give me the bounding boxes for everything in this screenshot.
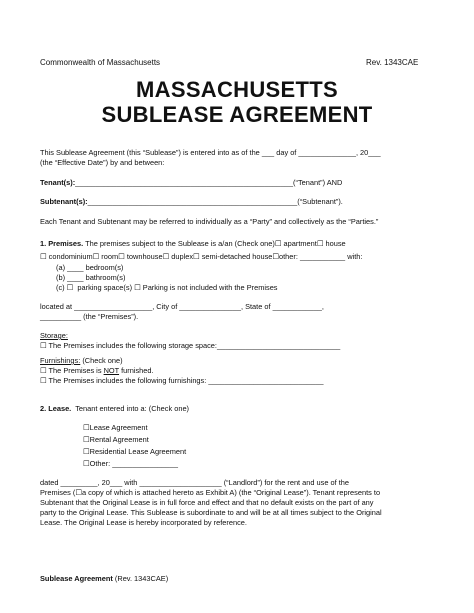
header-left: Commonwealth of Massachusetts — [40, 58, 161, 67]
storage-line: ☐ The Premises includes the following storage space:______________________________ — [40, 341, 341, 350]
title-line-1: MASSACHUSETTS — [136, 77, 338, 102]
furnishings-not-furnished — [40, 367, 154, 374]
header-revision: Rev. 1343CAE — [366, 58, 419, 67]
subtenant-label: Subtenant(s): — [40, 197, 88, 206]
furnishings-check-one: (Check one) — [80, 356, 123, 365]
premises-location-line-2: __________ (the “Premises”). — [40, 312, 139, 321]
subtenant-blank: ___________________________________________________(“Subtenant”). — [87, 197, 343, 206]
tenant-blank: _____________________________________________________(“Tenant”) AND — [75, 178, 343, 187]
premises-item-parking: (c) ☐ parking space(s) ☐ Parking is not included with the Premises — [56, 283, 278, 292]
title-line-2: SUBLEASE AGREEMENT — [101, 102, 373, 127]
premises-location-line-1: located at ___________________, City of _______________, State of ____________, — [40, 302, 324, 311]
furnishings-heading-line — [40, 357, 123, 364]
premises-item-bedrooms: (a) ____ bedroom(s) — [56, 263, 124, 272]
lease-paragraph-line-1: dated _________, 20___ with ____________________ (“Landlord”) for the rent and use of the — [40, 478, 350, 487]
premises-type-options: The premises subject to the Sublease is a/an (Check one)☐ apartment☐ house — [83, 239, 346, 248]
lease-paragraph-line-2: Premises (☐a copy of which is attached hereto as Exhibit A) (the “Original Lease”). Tenant represents to — [40, 488, 381, 497]
footer-label: Sublease Agreement — [40, 574, 113, 583]
furnishings-not-prefix: ☐ The Premises is — [40, 366, 104, 375]
premises-line-1 — [40, 240, 346, 247]
lease-option-rental-agreement: ☐Rental Agreement — [83, 435, 149, 444]
lease-paragraph-line-5: Lease. The Original Lease is hereby incorporated by reference. — [40, 518, 247, 527]
footer-revision: (Rev. 1343CAE) — [112, 574, 169, 583]
intro-line-1: This Sublease Agreement (this “Sublease”) is entered into as of the ___ day of ______________, 20___ — [40, 148, 381, 157]
furnishings-not-suffix: furnished. — [119, 366, 154, 375]
lease-line — [40, 405, 189, 412]
lease-option-other: ☐Other: ________________ — [83, 459, 178, 468]
lease-option-residential: ☐Residential Lease Agreement — [83, 447, 187, 456]
furnishings-includes: ☐ The Premises includes the following furnishings: ____________________________ — [40, 376, 324, 385]
tenant-label: Tenant(s): — [40, 178, 76, 187]
premises-item-bathrooms: (b) ____ bathroom(s) — [56, 273, 126, 282]
storage-heading: Storage: — [40, 331, 68, 340]
intro-line-2: (the “Effective Date”) by and between: — [40, 158, 165, 167]
lease-paragraph-line-4: party to the Original Lease. This Sublease is subordinate to and will be at all times subject to the Original — [40, 508, 382, 517]
footer — [40, 575, 168, 582]
subtenant-line — [40, 198, 343, 205]
parties-definition: Each Tenant and Subtenant may be referred to individually as a “Party” and collectively as the “Parties.” — [40, 217, 379, 226]
furnishings-heading: Furnishings: — [40, 356, 81, 365]
furnishings-not-word: NOT — [103, 366, 120, 375]
lease-paragraph-line-3: Subtenant that the Original Lease is in full force and effect and that no default exists on the part of any — [40, 498, 374, 507]
lease-option-lease-agreement: ☐Lease Agreement — [83, 423, 148, 432]
premises-line-2: ☐ condominium☐ room☐ townhouse☐ duplex☐ semi-detached house☐other: ___________ with: — [40, 252, 363, 261]
premises-heading: 1. Premises. — [40, 239, 84, 248]
tenant-line — [40, 179, 342, 186]
lease-heading: 2. Lease. — [40, 404, 72, 413]
lease-intro: Tenant entered into a: (Check one) — [71, 404, 190, 413]
